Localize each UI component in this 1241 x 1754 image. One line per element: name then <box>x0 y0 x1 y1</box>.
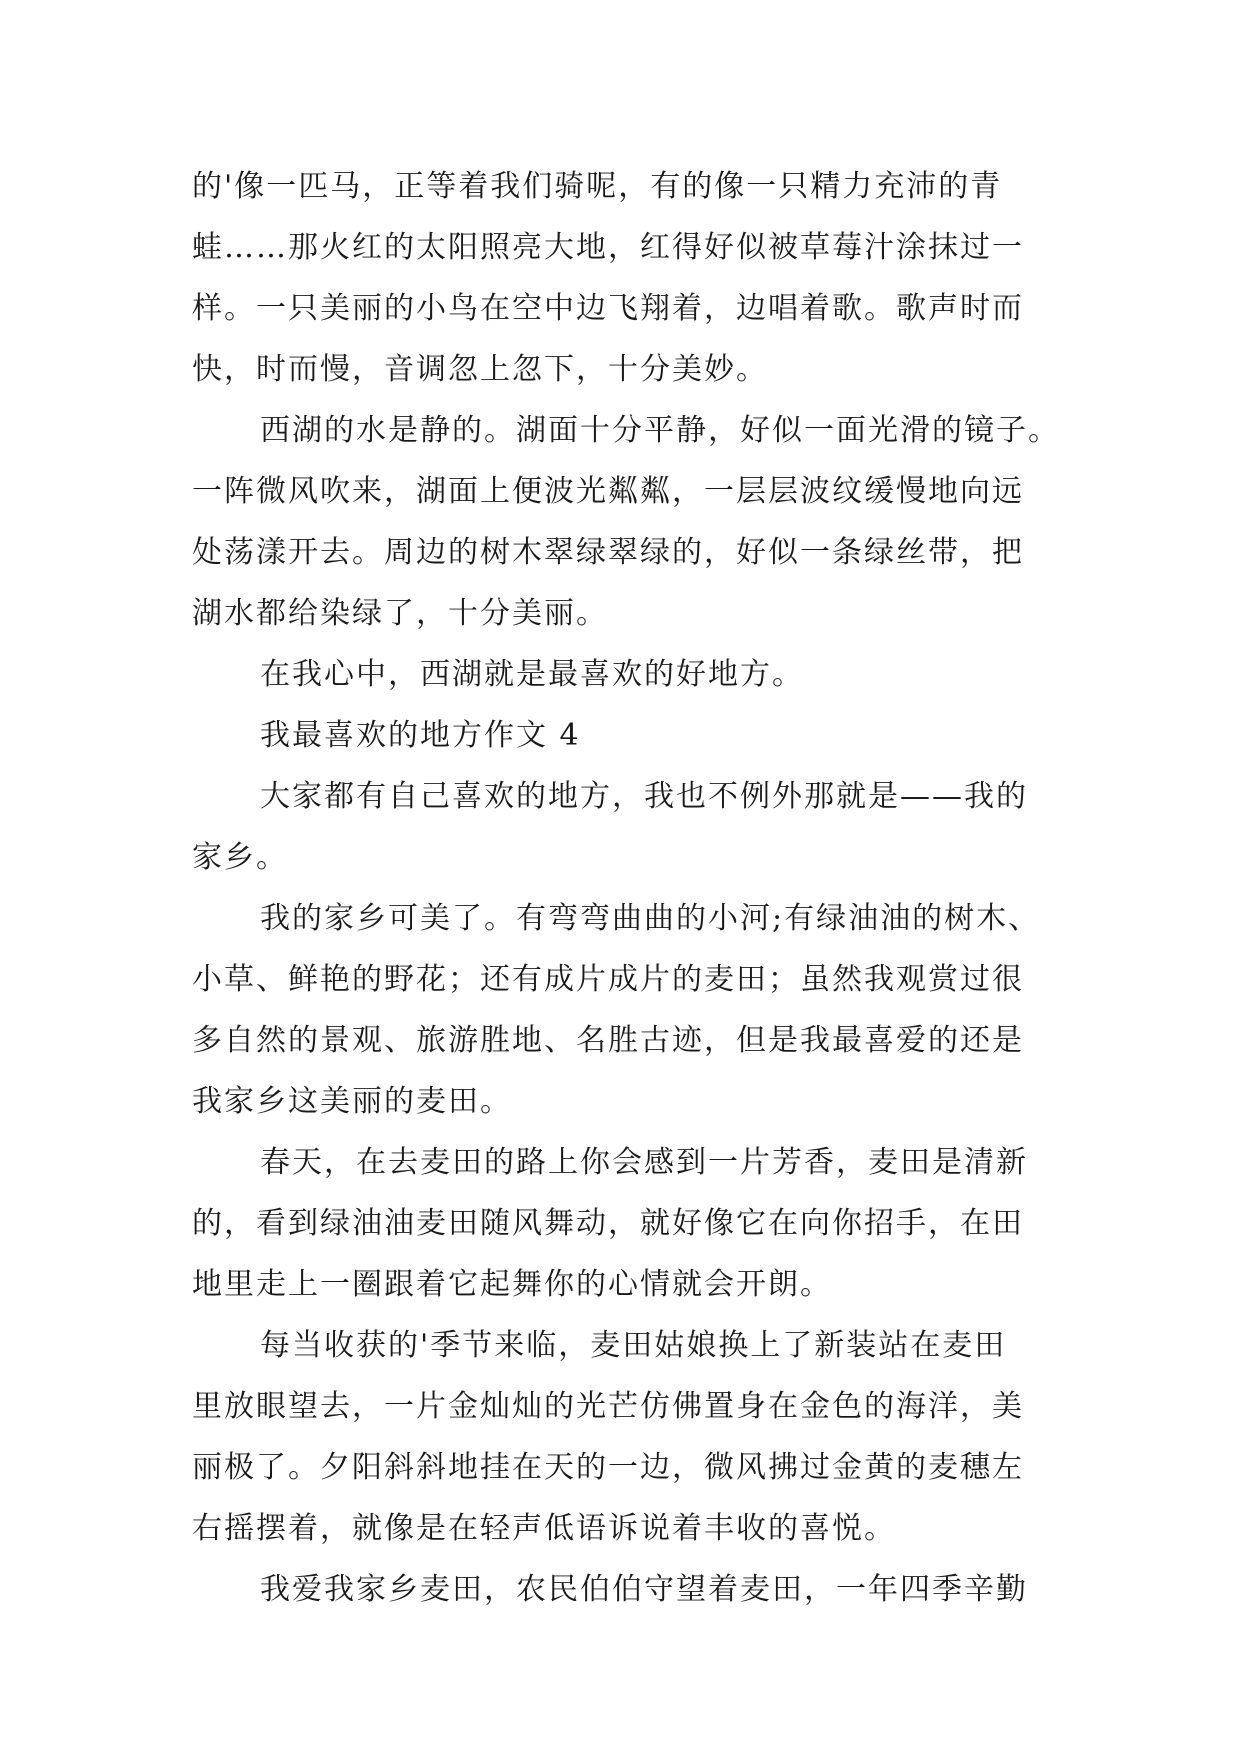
body-text <box>192 156 1060 1620</box>
paragraph-start-line: 我爱我家乡麦田，农民伯伯守望着麦田，一年四季辛勤 <box>260 1572 1028 1607</box>
text-line: 一阵微风吹来，湖面上便波光粼粼，一层层波纹缓慢地向远 <box>192 474 1024 509</box>
section-heading: 我最喜欢的地方作文 4 <box>260 718 581 753</box>
text-line: 的'像一匹马，正等着我们骑呢，有的像一只精力充沛的青 <box>192 169 1003 204</box>
text-line: 家乡。 <box>192 840 288 875</box>
paragraph-start-line: 西湖的水是静的。湖面十分平静，好似一面光滑的镜子。 <box>260 413 1060 448</box>
text-line: 丽极了。夕阳斜斜地挂在天的一边，微风拂过金黄的麦穗左 <box>192 1450 1024 1485</box>
paragraph-start-line: 春天，在去麦田的路上你会感到一片芳香，麦田是清新 <box>260 1145 1028 1180</box>
text-line: 处荡漾开去。周边的树木翠绿翠绿的，好似一条绿丝带，把 <box>192 535 1024 570</box>
text-line: 小草、鲜艳的野花；还有成片成片的麦田；虽然我观赏过很 <box>192 962 1024 997</box>
text-line: 样。一只美丽的小鸟在空中边飞翔着，边唱着歌。歌声时而 <box>192 291 1024 326</box>
text-line: 的，看到绿油油麦田随风舞动，就好像它在向你招手，在田 <box>192 1206 1024 1241</box>
text-line: 地里走上一圈跟着它起舞你的心情就会开朗。 <box>192 1267 832 1302</box>
paragraph-start-line: 每当收获的'季节来临，麦田姑娘换上了新装站在麦田 <box>260 1328 1007 1363</box>
text-line: 蛙……那火红的太阳照亮大地，红得好似被草莓汁涂抹过一 <box>192 230 1024 265</box>
text-line: 里放眼望去，一片金灿灿的光芒仿佛置身在金色的海洋，美 <box>192 1389 1024 1424</box>
paragraph-start-line: 在我心中，西湖就是最喜欢的好地方。 <box>260 657 804 692</box>
paragraph-start-line: 我的家乡可美了。有弯弯曲曲的小河;有绿油油的树木、 <box>260 901 1041 936</box>
text-line: 快，时而慢，音调忽上忽下，十分美妙。 <box>192 352 768 387</box>
text-line: 多自然的景观、旅游胜地、名胜古迹，但是我最喜爱的还是 <box>192 1023 1024 1058</box>
text-line: 湖水都给染绿了，十分美丽。 <box>192 596 608 631</box>
paragraph-start-line: 大家都有自己喜欢的地方，我也不例外那就是——我的 <box>260 779 1028 814</box>
text-line: 我家乡这美丽的麦田。 <box>192 1084 512 1119</box>
text-line: 右摇摆着，就像是在轻声低语诉说着丰收的喜悦。 <box>192 1511 896 1546</box>
